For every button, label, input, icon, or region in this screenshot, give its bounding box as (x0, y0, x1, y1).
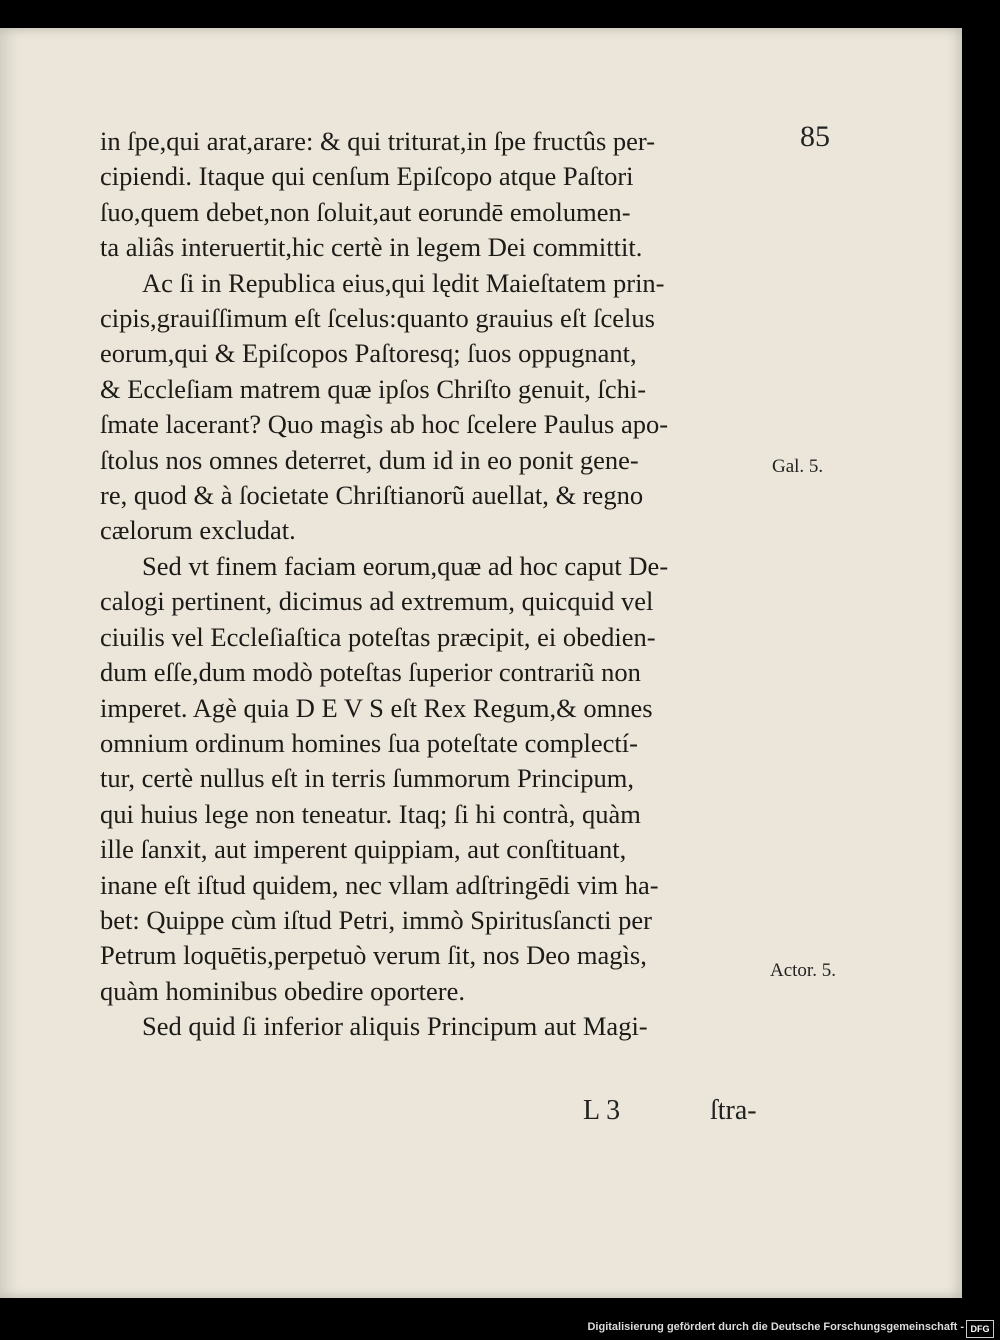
text-line: bet: Quippe cùm iſtud Petri, immò Spiritusſancti per (100, 904, 653, 935)
book-page (0, 28, 962, 1298)
dfg-logo-icon: DFG (966, 1320, 994, 1338)
text-line: quàm hominibus obedire oportere. (100, 975, 466, 1006)
text-line: in ſpe,qui arat,arare: & qui triturat,in ſpe fructûs per- (100, 126, 656, 156)
text-line: eorum,qui & Epiſcopos Paſtoresq; ſuos oppugnant, (100, 338, 637, 369)
text-block (100, 124, 780, 1045)
page-number: 85 (800, 120, 830, 153)
text-line: dum eſſe,dum modò poteſtas ſuperior contrariũ non (100, 657, 641, 688)
text-line: cipiendi. Itaque qui cenſum Epiſcopo atque Paſtori (100, 161, 634, 192)
paragraph-start-line: Sed quid ſi inferior aliquis Principum aut Magi- (142, 1011, 648, 1042)
text-line: tur, certè nullus eſt in terris ſummorum Principum, (100, 763, 634, 794)
text-line: cipis,grauiſſimum eſt ſcelus:quanto grauius eſt ſcelus (100, 303, 655, 334)
paragraph-start-line: Sed vt finem faciam eorum,quæ ad hoc caput De- (142, 550, 669, 581)
signature-mark: L 3 (583, 1095, 621, 1126)
margin-note-actor: Actor. 5. (770, 960, 836, 981)
text-line: omnium ordinum homines ſua poteſtate complectí- (100, 727, 638, 758)
text-line: ciuilis vel Eccleſiaſtica poteſtas præcipit, ei obedien- (100, 621, 656, 652)
text-line: Petrum loquētis,perpetuò verum ſit, nos Deo magìs, (100, 940, 647, 971)
text-line: ſmate lacerant? Quo magìs ab hoc ſcelere Paulus apo- (100, 409, 669, 440)
text-line: inane eſt iſtud quidem, nec vllam adſtringēdi vim ha- (100, 869, 659, 900)
text-line: & Eccleſiam matrem quæ ipſos Chriſto genuit, ſchi- (100, 373, 647, 404)
margin-note-gal: Gal. 5. (772, 456, 824, 477)
text-line: calogi pertinent, dicimus ad extremum, quicquid vel (100, 586, 654, 617)
text-line: cælorum excludat. (100, 515, 296, 546)
text-line: re, quod & à ſocietate Chriſtianorũ auellat, & regno (100, 480, 644, 511)
credit-bar (0, 1318, 1000, 1340)
catchword: ſtra- (710, 1095, 757, 1126)
text-line: ſuo,quem debet,non ſoluit,aut eorundē emolumen- (100, 196, 631, 227)
paragraph-start-line: Ac ſi in Republica eius,qui lędit Maieſtatem prin- (142, 267, 665, 298)
text-line: qui huius lege non teneatur. Itaq; ſi hi contrà, quàm (100, 798, 641, 829)
page-footer (0, 1095, 962, 1135)
text-line: ta aliâs interuertit,hic certè in legem Dei committit. (100, 232, 643, 263)
credit-text: Digitalisierung gefördert durch die Deutsche Forschungsgemeinschaft - (587, 1321, 964, 1333)
text-line: ſtolus nos omnes deterret, dum id in eo ponit gene- (100, 444, 639, 475)
text-line: imperet. Agè quia D E V S eſt Rex Regum,& omnes (100, 692, 653, 723)
text-line: ille ſanxit, aut imperent quippiam, aut conſtituant, (100, 834, 627, 865)
